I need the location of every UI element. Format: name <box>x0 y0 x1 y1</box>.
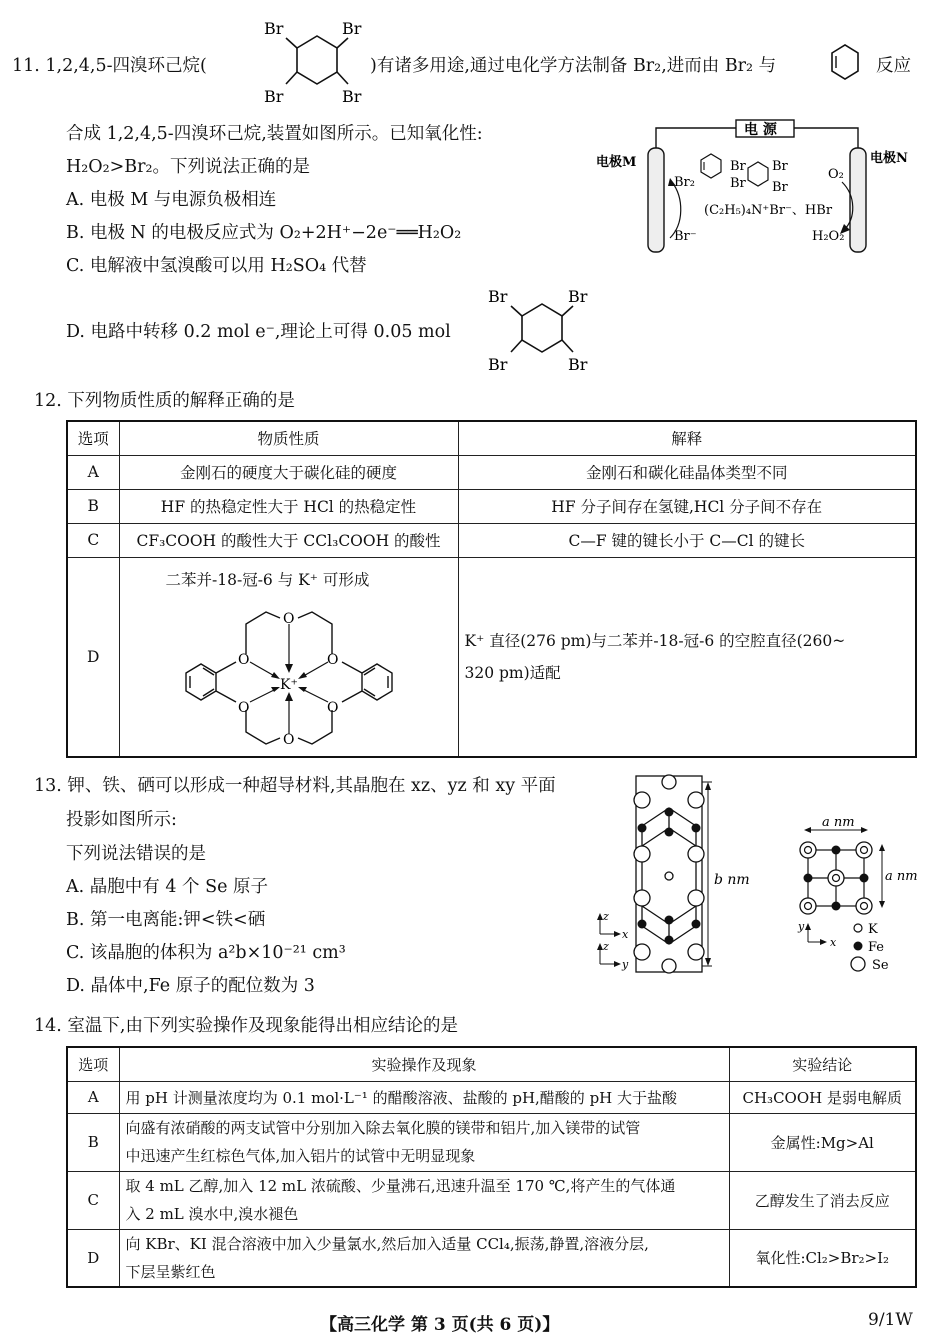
header-cell: 实验结论 <box>729 1047 916 1081</box>
q11-stem-part3: 反应 <box>876 56 911 76</box>
power-source-label: 电 源 <box>744 122 777 138</box>
q13-option-a: A. 晶胞中有 4 个 Se 原子 <box>66 877 268 897</box>
operation-cell <box>119 1113 729 1171</box>
br-label: Br <box>568 355 588 374</box>
operation-line: 向 KBr、KI 混合溶液中加入少量氯水,然后加入适量 CCl₄,振荡,静置,溶液分层, <box>125 1234 649 1253</box>
property-cell: CF₃COOH 的酸性大于 CCl₃COOH 的酸性 <box>119 523 458 557</box>
electrolysis-cell-diagram <box>594 116 924 256</box>
operation-cell <box>119 1171 729 1229</box>
table-row <box>67 1113 916 1171</box>
option-cell: B <box>67 1113 119 1171</box>
electrolyte-label: (C₂H₅)₄N⁺Br⁻、HBr <box>704 203 833 218</box>
tetrabromocyclohexane-product-structure <box>484 280 604 375</box>
option-cell: C <box>67 1171 119 1229</box>
option-cell: D <box>67 557 119 757</box>
table-row <box>67 1229 916 1287</box>
oxygen-atom-label: O <box>237 699 249 716</box>
br-label: Br <box>488 355 508 374</box>
operation-cell: 用 pH 计测量浓度均为 0.1 mol·L⁻¹ 的醋酸溶液、盐酸的 pH,醋酸的 pH 大于盐酸 <box>119 1081 729 1113</box>
q13-option-b: B. 第一电离能:钾<铁<硒 <box>66 910 266 930</box>
operation-line: 下层呈紫红色 <box>125 1262 216 1281</box>
table-row <box>67 1081 916 1113</box>
header-cell: 选项 <box>67 1047 119 1081</box>
q13-option-c: C. 该晶胞的体积为 a²b×10⁻²¹ cm³ <box>66 943 346 963</box>
y-axis-label: y <box>622 958 629 971</box>
legend-se: Se <box>872 958 889 973</box>
option-cell: A <box>67 1081 119 1113</box>
k-legend-marker <box>854 924 862 932</box>
br-label: Br <box>342 19 362 38</box>
br-label: Br <box>488 287 508 306</box>
table-row <box>67 523 916 557</box>
option-cell: A <box>67 455 119 489</box>
br-label: Br <box>772 180 788 195</box>
oxygen-atom-label: O <box>326 651 338 668</box>
electrode-n-label: 电极N <box>870 151 908 166</box>
property-cell: 金刚石的硬度大于碳化硅的硬度 <box>119 455 458 489</box>
a-dimension-right-label: a nm <box>885 869 918 884</box>
oxygen-atom-label: O <box>282 610 294 627</box>
se-legend-marker <box>851 957 865 971</box>
oxygen-atom-label: O <box>237 651 249 668</box>
q13-line1: 13. 钾、铁、硒可以形成一种超导材料,其晶胞在 xz、yz 和 xy 平面 <box>34 776 556 796</box>
q11-line3: H₂O₂>Br₂。下列说法正确的是 <box>66 157 311 177</box>
table-row <box>67 489 916 523</box>
page-footer: 【高三化学 第 3 页(共 6 页)】 <box>320 1315 560 1335</box>
q12-table <box>66 420 917 758</box>
peroxide-label: H₂O₂ <box>812 229 845 244</box>
q12-stem: 12. 下列物质性质的解释正确的是 <box>34 391 295 411</box>
a-dimension-top-label: a nm <box>822 815 855 830</box>
br-label: Br <box>568 287 588 306</box>
z-axis-label: z <box>603 940 609 953</box>
explanation-cell: C—F 键的键长小于 C—Cl 的键长 <box>458 523 916 557</box>
header-cell: 选项 <box>67 421 119 455</box>
legend-k: K <box>868 922 878 937</box>
q11-option-b: B. 电极 N 的电极反应式为 O₂+2H⁺−2e⁻══H₂O₂ <box>66 223 462 243</box>
q13-line2: 投影如图所示: <box>66 810 177 830</box>
table-header-row <box>67 421 916 455</box>
operation-line: 中迅速产生红棕色气体,加入铝片的试管中无明显现象 <box>125 1147 476 1165</box>
conclusion-cell: CH₃COOH 是弱电解质 <box>729 1081 916 1113</box>
property-cell <box>119 557 458 757</box>
oxygen-label: O₂ <box>828 167 844 182</box>
q13-line3: 下列说法错误的是 <box>66 844 206 864</box>
electrode-m <box>648 148 664 252</box>
table-row <box>67 557 916 757</box>
y-axis-label: y <box>798 920 805 933</box>
bromide-label: Br⁻ <box>674 229 697 244</box>
q11-stem-part2: )有诸多用途,通过电化学方法制备 Br₂,进而由 Br₂ 与 <box>370 56 777 76</box>
conclusion-cell: 乙醇发生了消去反应 <box>729 1171 916 1229</box>
explanation-cell: HF 分子间存在氢键,HCl 分子间不存在 <box>458 489 916 523</box>
potassium-ion-label: K⁺ <box>279 676 298 693</box>
explanation-cell: 金刚石和碳化硅晶体类型不同 <box>458 455 916 489</box>
crystal-cell-projection-figure <box>592 770 928 976</box>
crown-ether-caption: 二苯并-18-冠-6 与 K⁺ 可形成 <box>165 570 370 589</box>
operation-cell <box>119 1229 729 1287</box>
fe-legend-marker <box>854 942 863 951</box>
br-label: Br <box>342 87 362 106</box>
option-cell: D <box>67 1229 119 1287</box>
header-cell: 物质性质 <box>119 421 458 455</box>
z-axis-label: z <box>603 910 609 923</box>
explanation-cell <box>458 557 916 757</box>
legend-fe: Fe <box>868 940 885 955</box>
br-label: Br <box>264 87 284 106</box>
br-label: Br <box>730 176 746 191</box>
option-cell: B <box>67 489 119 523</box>
br-label: Br <box>730 159 746 174</box>
q14-stem: 14. 室温下,由下列实验操作及现象能得出相应结论的是 <box>34 1016 458 1036</box>
operation-line: 取 4 mL 乙醇,加入 12 mL 浓硫酸、少量沸石,迅速升温至 170 ℃,将产生的气体通 <box>125 1177 676 1195</box>
operation-line: 入 2 mL 溴水中,溴水褪色 <box>125 1205 299 1223</box>
cyclohexene-structure <box>822 40 868 86</box>
table-row <box>67 1171 916 1229</box>
operation-line: 向盛有浓硝酸的两支试管中分别加入除去氧化膜的镁带和铝片,加入镁带的试管 <box>125 1119 641 1137</box>
q11-option-c: C. 电解液中氢溴酸可以用 H₂SO₄ 代替 <box>66 256 367 276</box>
crown-ether-k-complex-structure <box>174 598 404 748</box>
table-row <box>67 455 916 489</box>
page-code: 9/1W <box>868 1310 913 1330</box>
q14-table <box>66 1046 917 1288</box>
tetrabromocyclohexane-structure <box>262 14 372 106</box>
q11-option-d: D. 电路中转移 0.2 mol e⁻,理论上可得 0.05 mol <box>66 322 451 342</box>
electrode-m-label: 电极M <box>596 155 637 170</box>
table-header-row <box>67 1047 916 1081</box>
br-label: Br <box>264 19 284 38</box>
q11-option-a: A. 电极 M 与电源负极相连 <box>66 190 277 210</box>
br-label: Br <box>772 159 788 174</box>
x-axis-label: x <box>830 936 837 949</box>
x-axis-label: x <box>622 928 629 941</box>
q13-option-d: D. 晶体中,Fe 原子的配位数为 3 <box>66 976 315 996</box>
explanation-line: 320 pm)适配 <box>464 663 561 682</box>
oxygen-atom-label: O <box>282 731 294 748</box>
explanation-line: K⁺ 直径(276 pm)与二苯并-18-冠-6 的空腔直径(260~ <box>464 631 846 650</box>
property-cell: HF 的热稳定性大于 HCl 的热稳定性 <box>119 489 458 523</box>
conclusion-cell: 金属性:Mg>Al <box>729 1113 916 1171</box>
oxygen-atom-label: O <box>326 699 338 716</box>
b-dimension-label: b nm <box>714 872 750 888</box>
conclusion-cell: 氧化性:Cl₂>Br₂>I₂ <box>729 1229 916 1287</box>
header-cell: 解释 <box>458 421 916 455</box>
option-cell: C <box>67 523 119 557</box>
header-cell: 实验操作及现象 <box>119 1047 729 1081</box>
q11-stem-part1: 11. 1,2,4,5-四溴环己烷( <box>12 56 207 76</box>
q11-line2: 合成 1,2,4,5-四溴环己烷,装置如图所示。已知氧化性: <box>66 124 483 144</box>
bromine-label: Br₂ <box>674 175 695 190</box>
